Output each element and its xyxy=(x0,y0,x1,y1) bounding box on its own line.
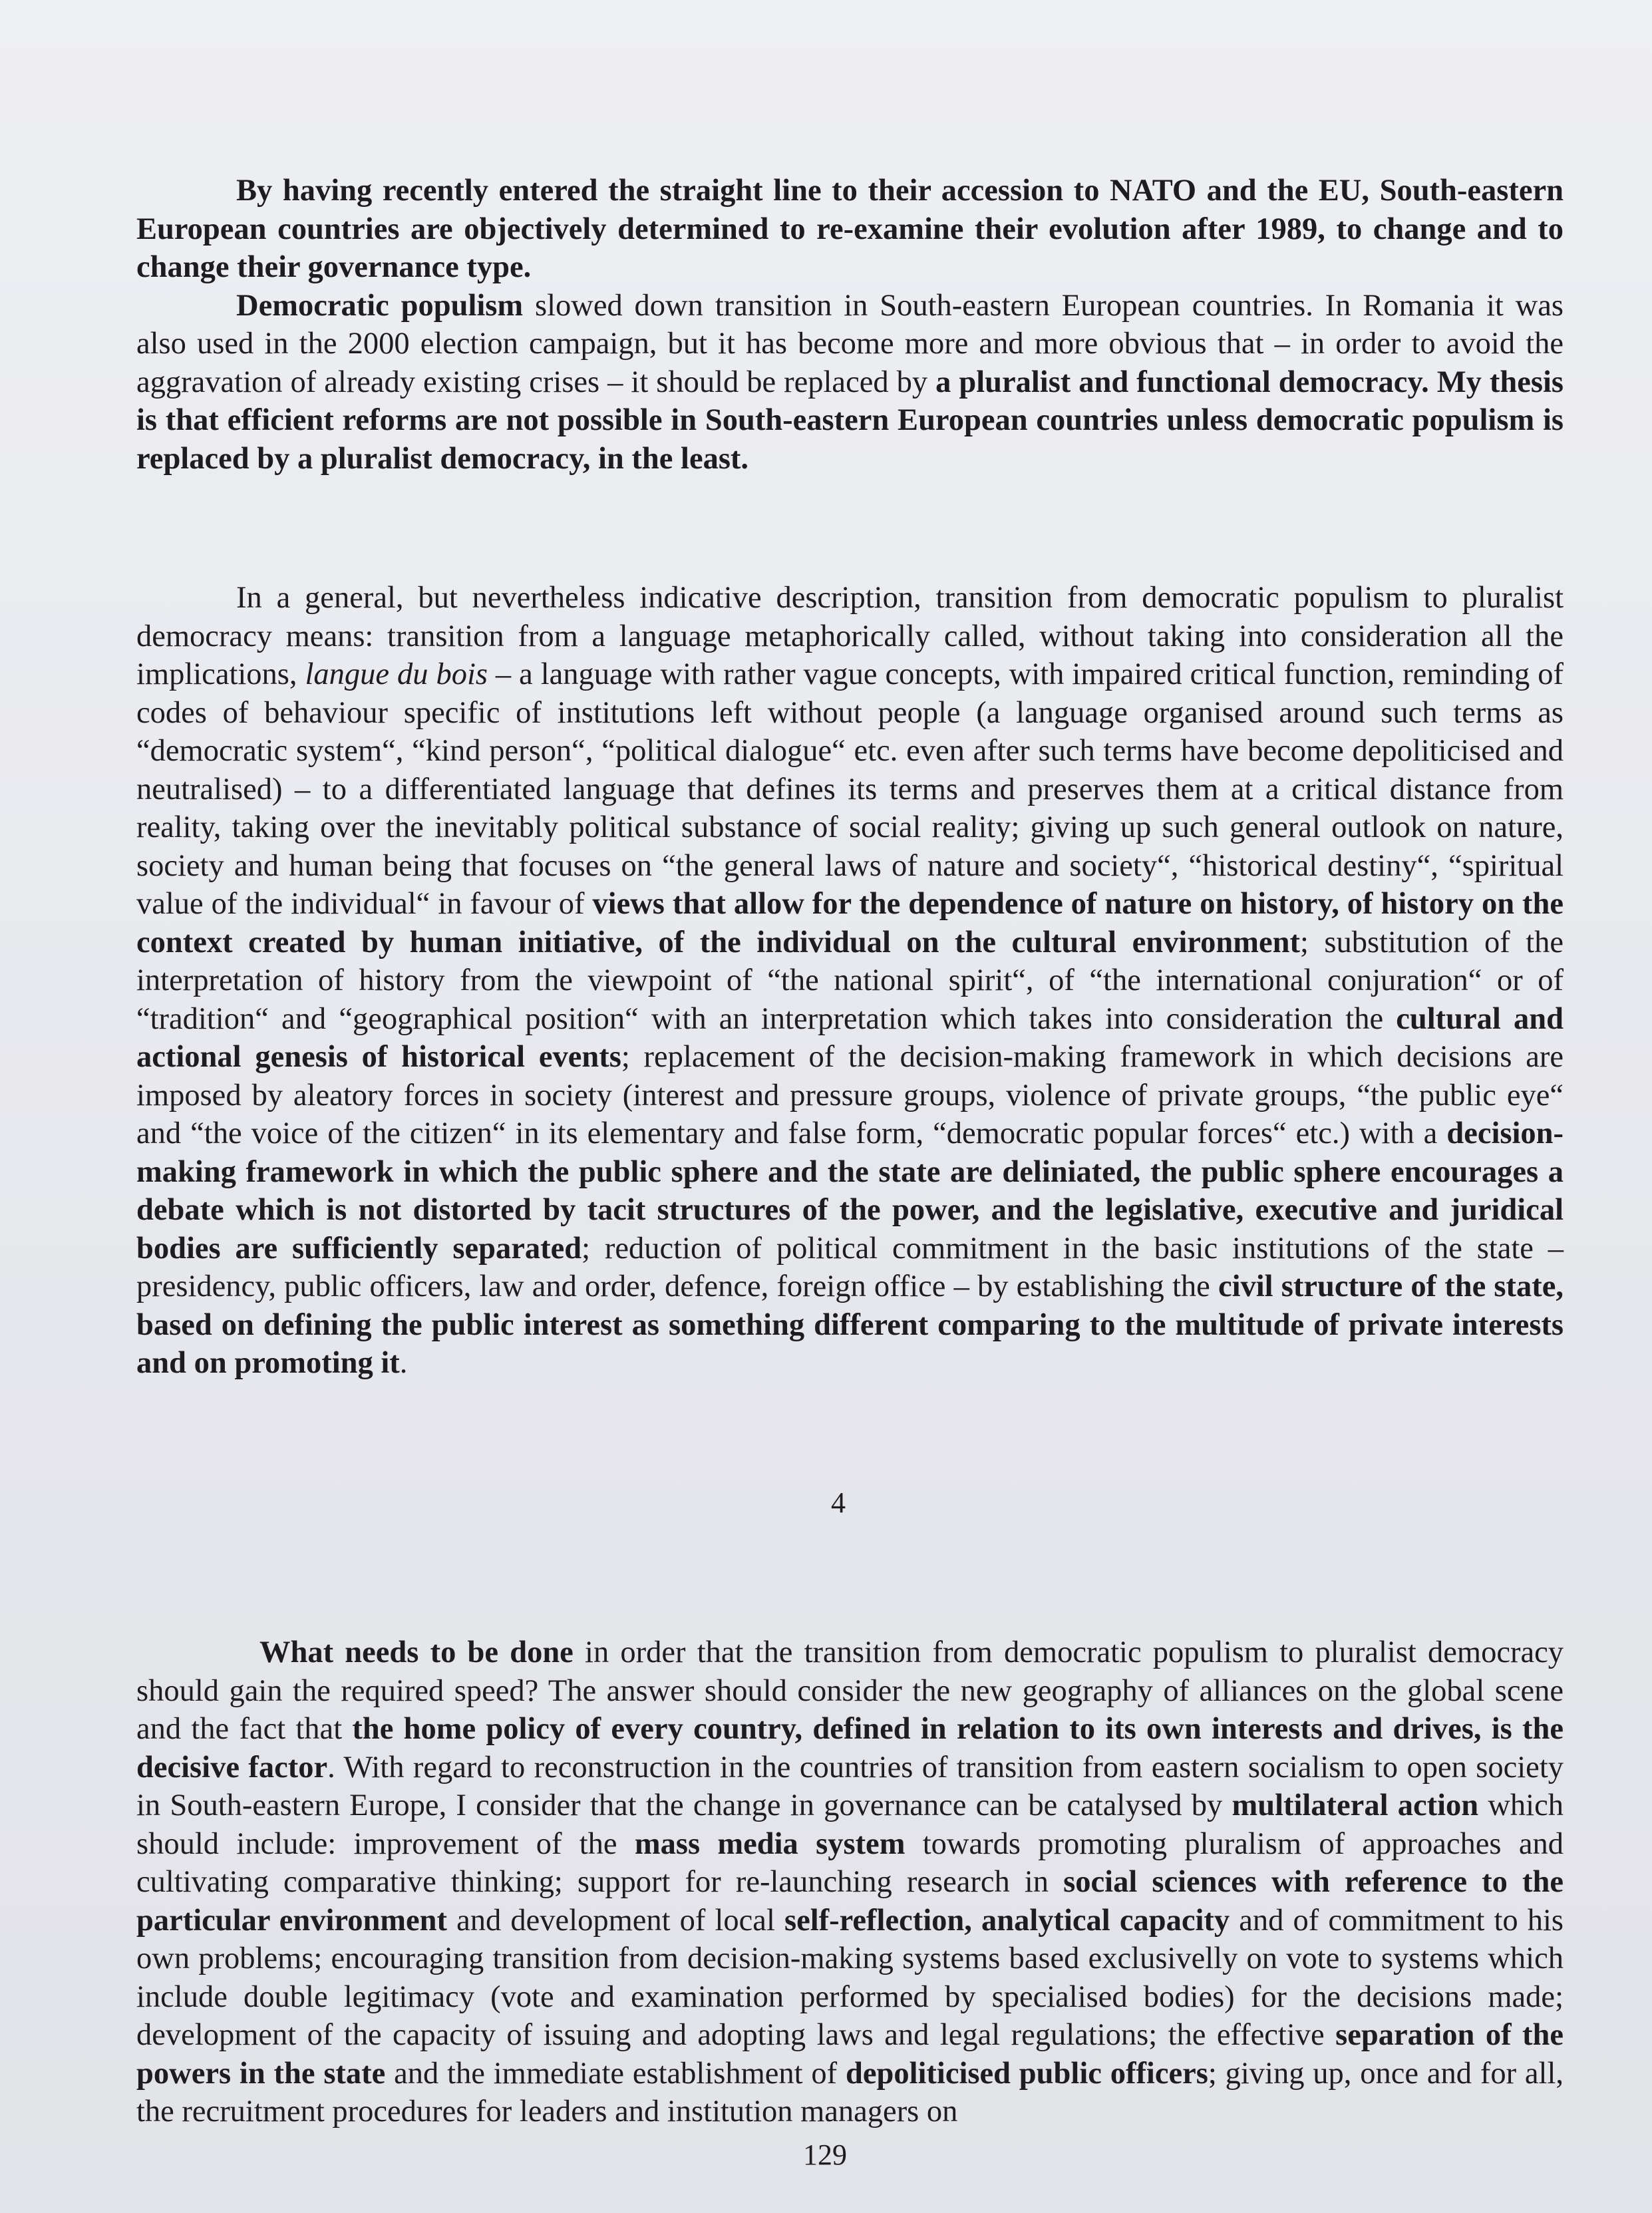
paragraph-what-needs-to-be-done xyxy=(136,1633,1564,2131)
bold-text: depoliticised public officers xyxy=(845,2056,1208,2091)
body-text: ; reduction of political commitment in the basic institutions of the state – presidency, public officers, law and order, defence, foreign office – by establishing the xyxy=(136,1231,1564,1303)
bold-text: multilateral action xyxy=(1232,1788,1479,1822)
bold-text: What needs to be done xyxy=(259,1635,574,1669)
body-text: and of commitment to his own problems; encouraging transition from decision-making systems based exclusivelly on vote to systems which include double legitimacy (vote and examination performed by specialised bodies) for the decisions made; development of the capacity of issuing and adopting laws and legal regulations; the effective xyxy=(136,1903,1564,2052)
body-text: ; substitution of the interpretation of history from the viewpoint of “the national spirit“, of “the international conjuration“ or of “tradition“ and “geographical position“ with an interpretation which takes into consideration the xyxy=(136,925,1564,1036)
bold-text: views that allow for the dependence of nature on history, of history on the context created by human initiative, of the individual on the cultural environment xyxy=(136,887,1564,959)
bold-text: the home policy of every country, defined in relation to its own interests and drives, is the decisive factor xyxy=(136,1712,1564,1785)
body-text: towards promoting pluralism of approaches and cultivating comparative thinking; support for re-launching research in xyxy=(136,1826,1564,1899)
bold-text: By having recently entered the straight line to their accession to NATO and the EU, South-eastern European countries are objectively determined to re-examine their evolution after 1989, to change and to change their governance type. xyxy=(136,174,1564,284)
body-text: ; replacement of the decision-making framework in which decisions are imposed by aleatory forces in society (interest and pressure groups, violence of private groups, “the public eye“ and “the voice of the citizen“ in its elementary and false form, “democratic popular forces“ etc.) with a xyxy=(136,1040,1564,1150)
paragraph-transition-description xyxy=(136,579,1564,1383)
italic-text: langue du bois xyxy=(305,657,488,691)
bold-text: mass media system xyxy=(634,1826,906,1861)
bold-text: a pluralist and functional democracy. My thesis is that efficient reforms are not possible in South-eastern European countries unless democratic populism is replaced by a pluralist democracy, in the least. xyxy=(136,365,1564,476)
body-text: in order that the transition from democratic populism to pluralist democracy should gain the required speed? The answer should consider the new geography of alliances on the global scene and the fact that xyxy=(136,1635,1564,1746)
bold-text: self-reflection, analytical capacity xyxy=(784,1903,1230,1938)
body-text: In a general, but nevertheless indicative description, transition from democratic populism to pluralist democracy means: transition from a language metaphorically called, without taking into consideration all the implications, xyxy=(136,581,1564,691)
body-text: and development of local xyxy=(447,1903,784,1938)
body-text: slowed down transition in South-eastern European countries. In Romania it was also used in the 2000 election campaign, but it has become more and more obvious that – in order to avoid the aggravation of already existing crises – it should be replaced by xyxy=(136,288,1564,399)
bold-text: cultural and actional genesis of historical events xyxy=(136,1001,1564,1074)
description-section xyxy=(136,579,1564,1383)
what-needs-section xyxy=(136,1633,1564,2131)
body-text: . xyxy=(399,1346,408,1380)
section-number: 4 xyxy=(831,1486,846,1519)
body-text: . With regard to reconstruction in the countries of transition from eastern socialism to open society in South-eastern Europe, I consider that the change in governance can be catalysed by xyxy=(136,1750,1564,1822)
bold-text: social sciences with reference to the particular environment xyxy=(136,1865,1564,1938)
body-text: which should include: improvement of the xyxy=(136,1788,1564,1861)
page-number: 129 xyxy=(803,2138,847,2171)
bold-text: decision-making framework in which the public sphere and the state are deliniated, the public sphere encourages a debate which is not distorted by tacit structures of the power, and the legislative, executive and juridical bodies are sufficiently separated xyxy=(136,1116,1564,1266)
intro-section xyxy=(136,172,1564,478)
bold-text: separation of the powers in the state xyxy=(136,2018,1564,2091)
bold-text: civil structure of the state, based on defining the public interest as something different comparing to the multitude of private interests and on promoting it xyxy=(136,1270,1564,1380)
body-text: – a language with rather vague concepts, with impaired critical function, reminding of codes of behaviour specific of institutions left without people (a language organised around such terms as “democratic system“, “kind person“, “political dialogue“ etc. even after such terms have become depoliticised and neutralised) – to a differentiated language that defines its terms and preserves them at a critical distance from reality, taking over the inevitably political substance of social reality; giving up such general outlook on nature, society and human being that focuses on “the general laws of nature and society“, “historical destiny“, “spiritual value of the individual“ in favour of xyxy=(136,657,1564,921)
paragraph-accession xyxy=(136,172,1564,287)
body-text: and the immediate establishment of xyxy=(385,2056,846,2091)
bold-text: Democratic populism xyxy=(236,288,524,323)
body-text: ; giving up, once and for all, the recruitment procedures for leaders and institution managers on xyxy=(136,2056,1564,2128)
paragraph-democratic-populism xyxy=(136,287,1564,478)
